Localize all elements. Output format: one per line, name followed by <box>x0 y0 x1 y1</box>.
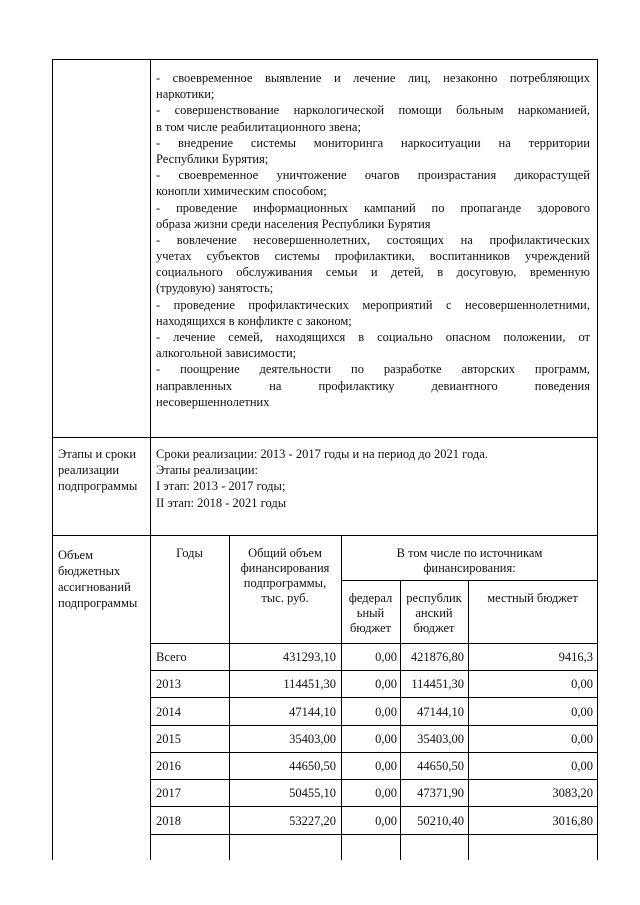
header-line: ьный <box>356 606 385 620</box>
header-republic <box>400 591 468 636</box>
goals-list <box>156 70 590 410</box>
cell-local: 3083,20 <box>552 786 593 800</box>
goal-line: - своевременное выявление и лечение лиц, незаконно потребляющих <box>156 71 590 85</box>
cell-local: 0,00 <box>571 732 593 746</box>
goal-line: - проведение информационных кампаний по пропаганде здорового <box>156 200 590 215</box>
goal-line: - поощрение деятельности по разработке авторских программ, <box>156 362 590 377</box>
cell-republic: 421876,80 <box>410 650 464 664</box>
goal-line: Республики Бурятия; <box>156 151 269 166</box>
cell-year: 2017 <box>156 786 181 800</box>
label-line: реализации <box>58 463 120 477</box>
header-federal <box>341 591 400 636</box>
label-line: подпрограммы <box>58 596 138 610</box>
cell-year: 2018 <box>156 814 181 828</box>
cell-federal: 0,00 <box>375 705 397 719</box>
header-line: федерал <box>348 591 393 605</box>
goal-line: наркотики; <box>156 87 215 102</box>
goal-line: - проведение профилактических мероприятий с несовершеннолетними, <box>156 297 590 312</box>
goal-line: - вовлечение несовершеннолетних, состоящих на профилактических <box>156 232 590 247</box>
cell-republic: 35403,00 <box>417 732 464 746</box>
header-bottom-divider <box>150 643 598 644</box>
cell-local: 0,00 <box>571 677 593 691</box>
table-left-border <box>52 59 53 860</box>
cell-federal: 0,00 <box>375 650 397 664</box>
stages-line: Этапы реализации: <box>156 463 259 478</box>
stages-line: Сроки реализации: 2013 - 2017 годы и на период до 2021 года. <box>156 447 488 461</box>
header-line: республик <box>406 591 462 605</box>
cell-year: Всего <box>156 650 187 664</box>
header-line: бюджет <box>413 621 455 635</box>
stages-line: II этап: 2018 - 2021 годы <box>156 495 287 510</box>
row-line <box>150 697 598 698</box>
goal-line: социального обслуживания семьи и детей, в досуговую, временную <box>156 265 590 280</box>
cell-year: 2016 <box>156 759 181 773</box>
header-total <box>229 546 341 606</box>
goal-line: (трудовую) занятость; <box>156 281 274 296</box>
cell-total: 114451,30 <box>283 677 336 691</box>
goal-line: алкогольной зависимости; <box>156 346 297 361</box>
goal-line: - своевременное уничтожение очагов произрастания дикорастущей <box>156 168 590 183</box>
stages-text <box>156 446 596 511</box>
funding-label <box>58 547 150 611</box>
cell-local: 0,00 <box>571 759 593 773</box>
label-line: бюджетных <box>58 564 121 578</box>
cell-federal: 0,00 <box>375 786 397 800</box>
stages-line: I этап: 2013 - 2017 годы; <box>156 479 286 494</box>
label-line: ассигнований <box>58 580 131 594</box>
cell-year: 2013 <box>156 677 181 691</box>
header-line: бюджет <box>350 621 391 635</box>
cell-total: 431293,10 <box>282 650 336 664</box>
goal-line: находящихся в конфликте с законом; <box>156 313 352 328</box>
header-years: Годы <box>176 546 203 560</box>
label-line: подпрограммы <box>58 479 138 493</box>
label-column-divider <box>150 59 151 860</box>
header-line: анский <box>415 606 453 620</box>
goal-line: конопли химическим способом; <box>156 184 327 199</box>
cell-federal: 0,00 <box>375 677 397 691</box>
cell-republic: 47144,10 <box>417 705 464 719</box>
cell-local: 3016,80 <box>552 814 593 828</box>
row-line <box>150 752 598 753</box>
cell-federal: 0,00 <box>375 732 397 746</box>
cell-total: 50455,10 <box>289 786 336 800</box>
goal-line: - внедрение системы мониторинга наркоситуации на территории <box>156 135 590 150</box>
header-line: В том числе по источникам <box>396 546 543 560</box>
header-line: подпрограммы, <box>243 576 327 590</box>
stages-label <box>58 446 150 494</box>
cell-local: 0,00 <box>571 705 593 719</box>
goal-line: в том числе реабилитационного звена; <box>156 119 361 134</box>
cell-local: 9416,3 <box>558 650 593 664</box>
goal-line: - совершенствование наркологической помощи больным наркоманией, <box>156 103 590 118</box>
goal-line: несовершеннолетних <box>156 394 270 409</box>
table-top-border <box>52 59 598 60</box>
label-line: Объем <box>58 548 93 562</box>
header-local: местный бюджет <box>487 591 578 605</box>
row-divider-stages <box>52 535 598 536</box>
cell-republic: 50210,40 <box>417 814 464 828</box>
header-line: тыс. руб. <box>261 591 309 605</box>
row-line <box>150 779 598 780</box>
header-line: финансирования: <box>423 561 516 575</box>
row-line <box>150 834 598 835</box>
cell-year: 2015 <box>156 732 181 746</box>
cell-federal: 0,00 <box>375 814 397 828</box>
goal-line: - лечение семей, находящихся в социально опасном положении, от <box>156 330 590 344</box>
cell-republic: 114451,30 <box>411 677 464 691</box>
goal-line: направленных на профилактику девиантного поведения <box>156 378 590 393</box>
goal-line: учетах субъектов системы профилактики, воспитанников учреждений <box>156 249 590 264</box>
row-line <box>150 806 598 807</box>
cell-total: 35403,00 <box>289 732 336 746</box>
cell-total: 44650,50 <box>289 759 336 773</box>
cell-total: 53227,20 <box>289 814 336 828</box>
cell-republic: 47371,90 <box>417 786 464 800</box>
cell-year: 2014 <box>156 705 181 719</box>
row-line <box>150 670 598 671</box>
cell-republic: 44650,50 <box>417 759 464 773</box>
row-divider-goals <box>52 437 598 438</box>
goal-line: образа жизни среди населения Республики Бурятия <box>156 216 431 231</box>
label-line: Этапы и сроки <box>58 447 137 461</box>
cell-total: 47144,10 <box>289 705 336 719</box>
cell-federal: 0,00 <box>375 759 397 773</box>
table-right-border <box>597 59 598 860</box>
header-sources-divider <box>341 580 598 581</box>
header-sources <box>341 546 598 576</box>
header-line: финансирования <box>240 561 330 575</box>
row-line <box>150 725 598 726</box>
header-line: Общий объем <box>248 546 322 560</box>
